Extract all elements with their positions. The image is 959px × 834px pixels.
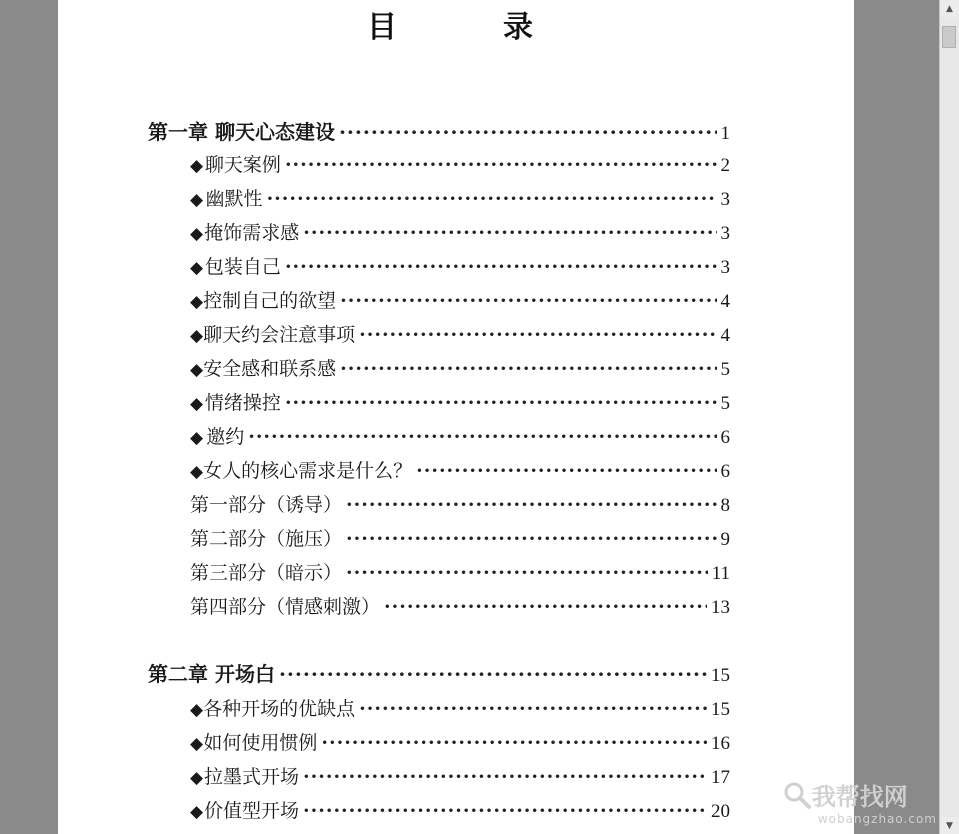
toc-item-entry xyxy=(190,728,730,755)
diamond-bullet-icon: ◆ xyxy=(190,156,204,176)
toc-page-number: 2 xyxy=(720,155,730,176)
toc-page-number: 4 xyxy=(720,325,730,346)
toc-item-entry xyxy=(190,218,730,245)
toc-part-entry xyxy=(190,490,730,517)
toc-item-entry xyxy=(190,456,730,483)
toc-item-entry xyxy=(190,150,730,177)
watermark-domain: wobangzhao.com xyxy=(817,812,937,826)
dot-leader xyxy=(359,698,707,720)
toc-page-number: 6 xyxy=(720,461,730,482)
dot-leader xyxy=(340,358,716,380)
toc-page-number: 3 xyxy=(720,257,730,278)
toc-page-number: 3 xyxy=(720,189,730,210)
toc-page-number: 16 xyxy=(711,733,730,754)
toc-item-entry xyxy=(190,796,730,823)
diamond-bullet-icon: ◆ xyxy=(190,326,204,346)
diamond-bullet-icon: ◆ xyxy=(190,394,204,414)
diamond-bullet-icon: ◆ xyxy=(190,258,204,278)
scroll-thumb[interactable] xyxy=(942,26,956,48)
toc-item-entry xyxy=(190,388,730,415)
dot-leader xyxy=(346,494,716,516)
toc-page-number: 4 xyxy=(720,291,730,312)
watermark xyxy=(782,777,937,826)
toc-page-number: 6 xyxy=(720,427,730,448)
toc-entry-text: 第三部分（暗示） xyxy=(190,562,343,584)
toc-page-number: 3 xyxy=(720,223,730,244)
toc-item-entry xyxy=(190,694,730,721)
toc-item-entry xyxy=(190,320,730,347)
toc-entry-text: 如何使用惯例 xyxy=(203,732,318,754)
toc-entry-text: 女人的核心需求是什么？ xyxy=(203,460,413,482)
watermark-brand: 我帮找网 xyxy=(811,783,908,811)
table-of-contents xyxy=(58,0,854,834)
scroll-up-icon[interactable]: ▲ xyxy=(940,0,959,17)
diamond-bullet-icon: ◆ xyxy=(190,190,204,210)
toc-item-entry xyxy=(190,252,730,279)
dot-leader xyxy=(359,324,716,346)
dot-leader xyxy=(285,392,717,414)
toc-chapter-entry xyxy=(148,658,730,687)
dot-leader xyxy=(339,120,717,144)
diamond-bullet-icon: ◆ xyxy=(190,360,204,380)
dot-leader xyxy=(267,188,717,210)
toc-entry-text: 聊天约会注意事项 xyxy=(203,324,356,346)
toc-entry-text: 邀约 xyxy=(206,426,245,448)
toc-item-entry xyxy=(190,286,730,313)
dot-leader xyxy=(285,256,717,278)
toc-entry-text: 情绪操控 xyxy=(204,392,281,414)
dot-leader xyxy=(346,562,708,584)
dot-leader xyxy=(303,766,707,788)
toc-item-entry xyxy=(190,762,730,789)
toc-entry-text: 第二章 开场白 xyxy=(148,662,275,686)
toc-page-number: 9 xyxy=(720,529,730,550)
diamond-bullet-icon: ◆ xyxy=(190,768,204,788)
toc-item-entry xyxy=(190,184,730,211)
diamond-bullet-icon: ◆ xyxy=(190,734,204,754)
scroll-down-icon[interactable]: ▼ xyxy=(940,817,959,834)
toc-entry-text: 第二部分（施压） xyxy=(190,528,343,550)
dot-leader xyxy=(384,596,707,618)
diamond-bullet-icon: ◆ xyxy=(190,224,204,244)
dot-leader xyxy=(416,460,716,482)
toc-entry-text: 价值型开场 xyxy=(203,800,299,822)
toc-page-number: 17 xyxy=(711,767,730,788)
toc-page-number: 8 xyxy=(720,495,730,516)
toc-entry-text: 第一部分（诱导） xyxy=(190,494,343,516)
toc-entry-text: 聊天案例 xyxy=(204,154,281,176)
toc-page-number: 15 xyxy=(711,699,730,720)
toc-entry-text: 幽默性 xyxy=(205,188,263,210)
document-page xyxy=(58,0,854,834)
diamond-bullet-icon: ◆ xyxy=(190,802,204,822)
magnifier-icon xyxy=(782,780,812,810)
toc-entry-text: 拉墨式开场 xyxy=(203,766,299,788)
toc-entry-text: 安全感和联系感 xyxy=(203,358,337,380)
dot-leader xyxy=(340,290,716,312)
dot-leader xyxy=(248,426,716,448)
toc-item-entry xyxy=(190,354,730,381)
diamond-bullet-icon: ◆ xyxy=(190,292,204,312)
dot-leader xyxy=(303,800,707,822)
dot-leader xyxy=(346,528,716,550)
diamond-bullet-icon: ◆ xyxy=(190,700,204,720)
toc-page-number: 1 xyxy=(720,123,730,144)
dot-leader xyxy=(321,732,707,754)
toc-title: 目 录 xyxy=(367,10,571,45)
toc-page-number: 5 xyxy=(720,359,730,380)
toc-part-entry xyxy=(190,592,730,619)
toc-entry-text: 掩饰需求感 xyxy=(204,222,300,244)
vertical-scrollbar[interactable] xyxy=(939,0,959,834)
toc-entry-text: 第一章 聊天心态建设 xyxy=(148,120,335,144)
toc-part-entry xyxy=(190,558,730,585)
dot-leader xyxy=(279,662,707,686)
dot-leader xyxy=(303,222,716,244)
toc-page-number: 20 xyxy=(711,801,730,822)
toc-page-number: 13 xyxy=(711,597,730,618)
toc-page-number: 5 xyxy=(720,393,730,414)
toc-entry-text: 控制自己的欲望 xyxy=(203,290,337,312)
diamond-bullet-icon: ◆ xyxy=(190,462,204,482)
toc-page-number: 15 xyxy=(711,665,730,686)
dot-leader xyxy=(285,154,717,176)
toc-item-entry xyxy=(190,422,730,449)
toc-entry-text: 包装自己 xyxy=(204,256,281,278)
toc-entry-text: 第四部分（情感刺激） xyxy=(190,596,381,618)
toc-part-entry xyxy=(190,524,730,551)
toc-entry-text: 各种开场的优缺点 xyxy=(203,698,356,720)
toc-page-number: 11 xyxy=(711,563,730,584)
toc-chapter-entry xyxy=(148,116,730,145)
diamond-bullet-icon: ◆ xyxy=(190,428,204,448)
